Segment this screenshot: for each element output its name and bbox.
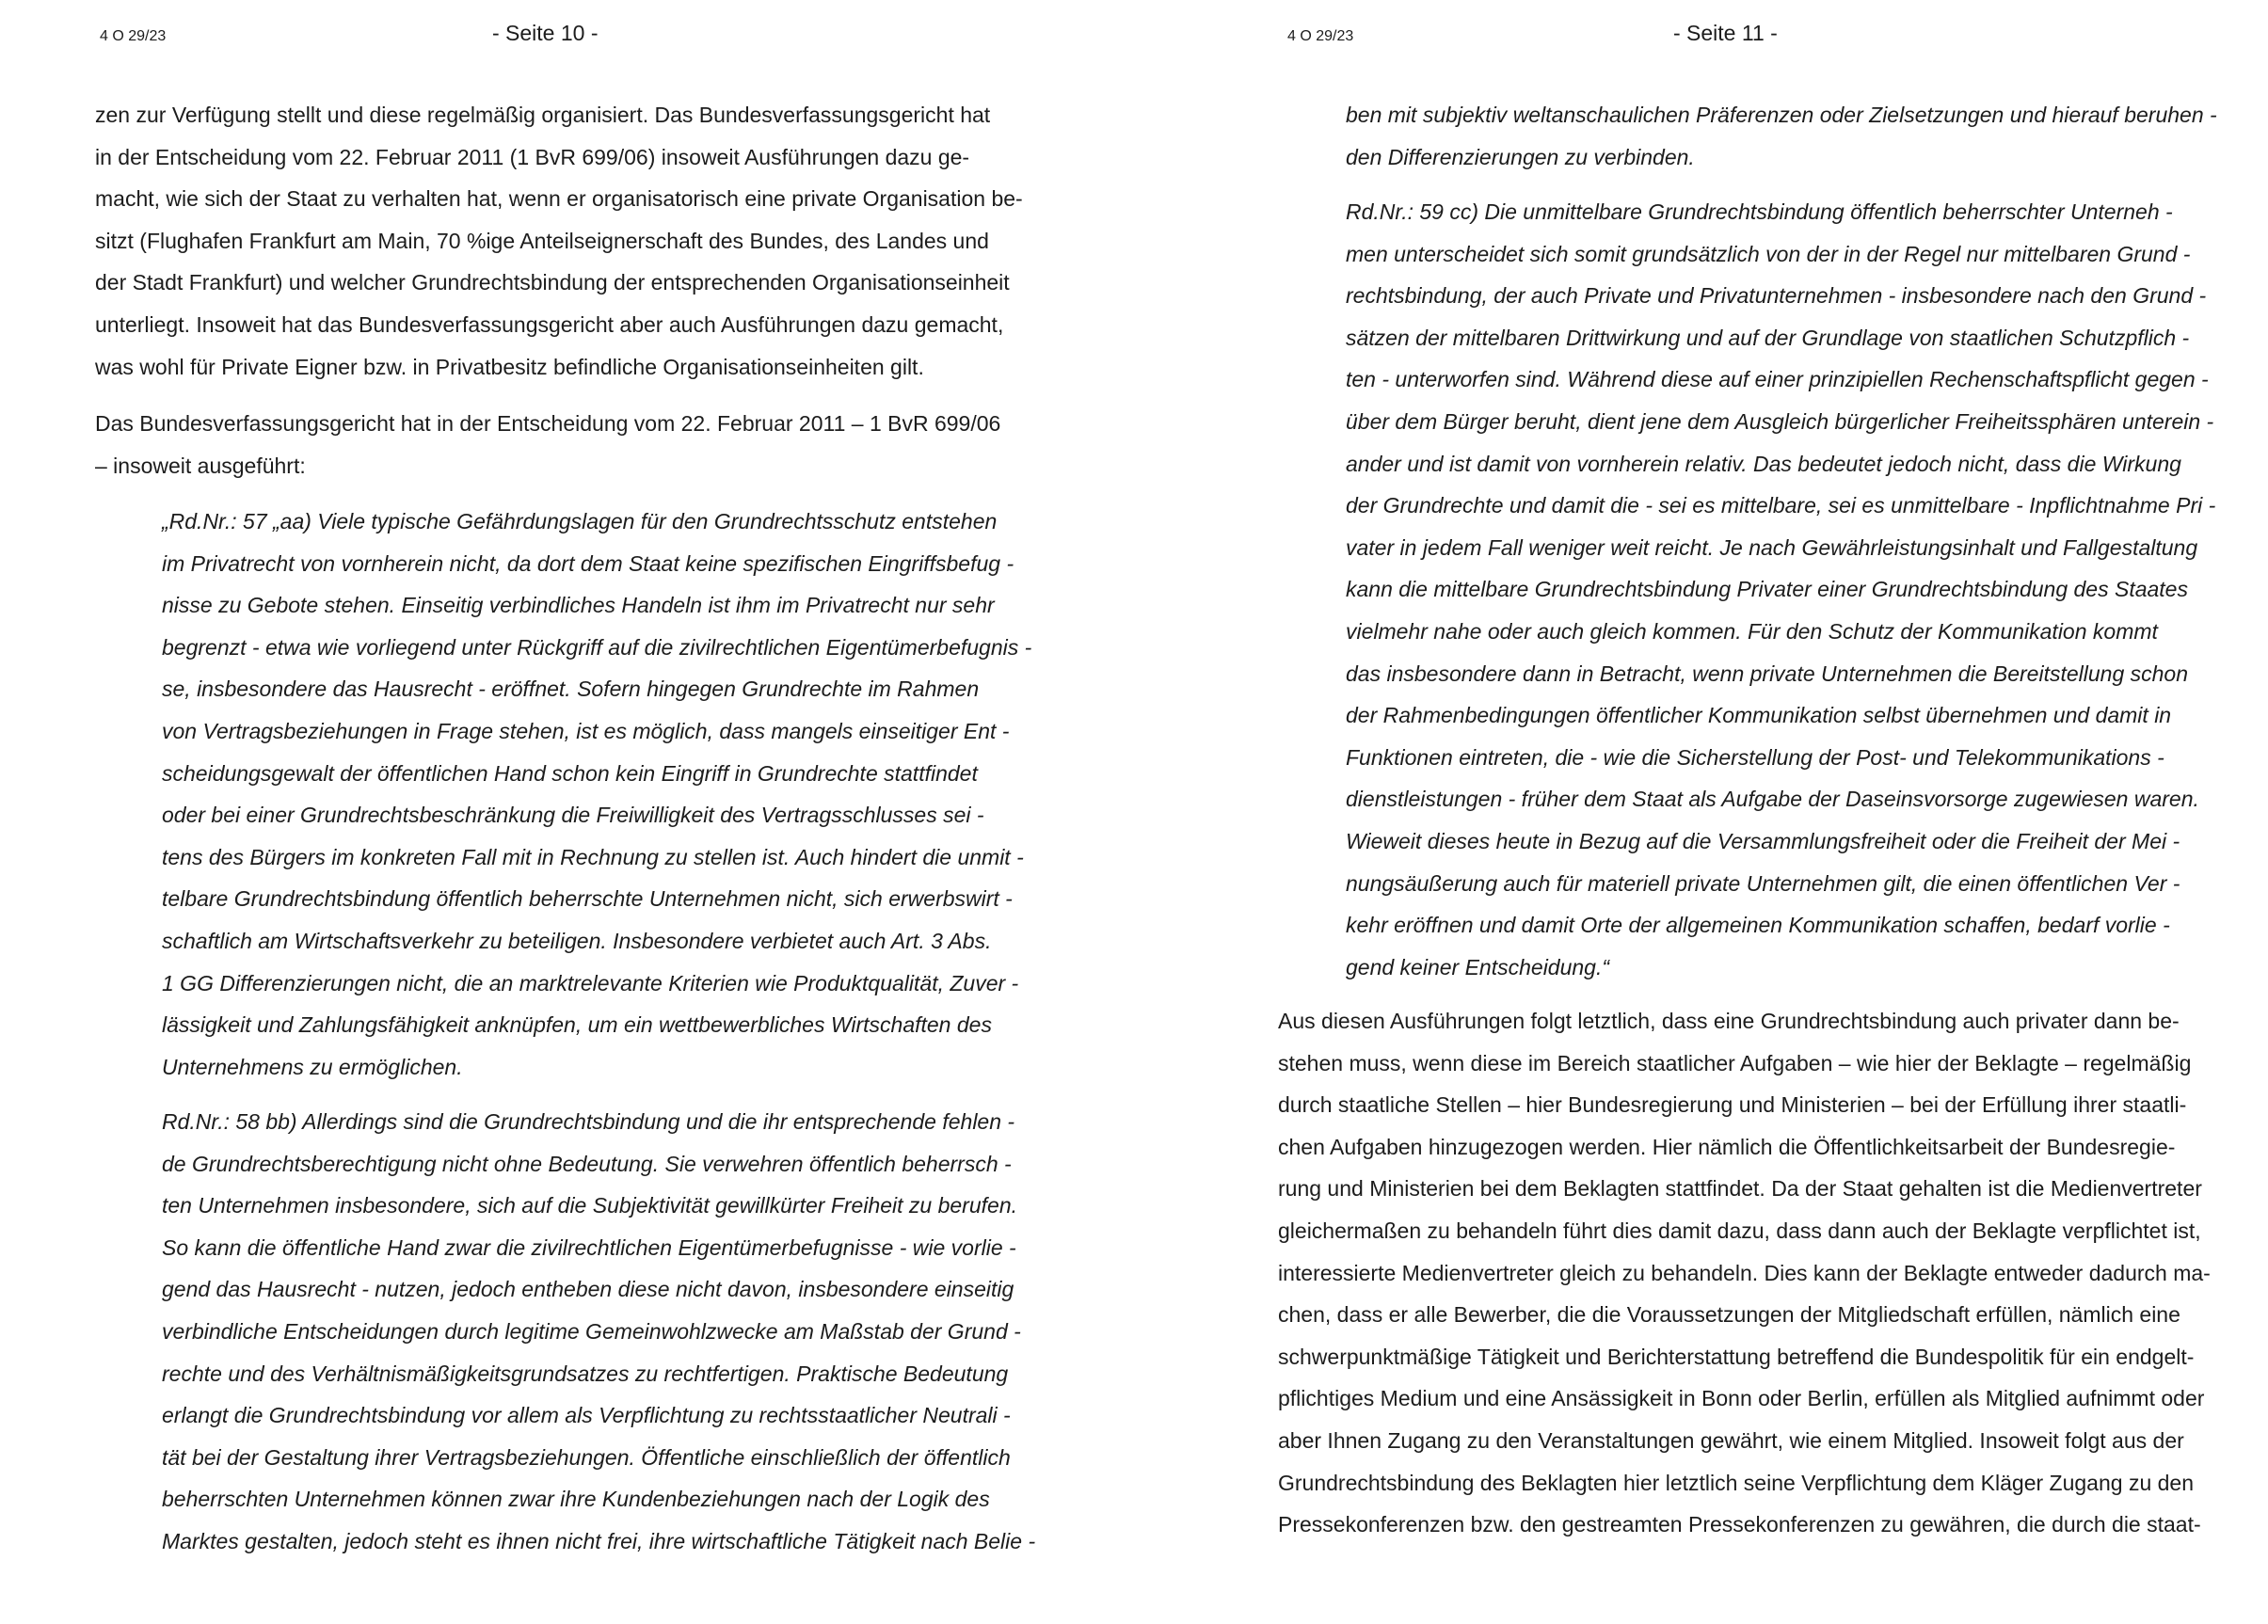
- text-line: – insoweit ausgeführt:: [95, 453, 306, 478]
- quote-line: im Privatrecht von vornherein nicht, da dort dem Staat keine spezifischen Eingriffsbefug -: [162, 550, 1014, 576]
- quote-line: se, insbesondere das Hausrecht - eröffnet. Sofern hingegen Grundrechte im Rahmen: [162, 677, 980, 702]
- text-line: Aus diesen Ausführungen folgt letztlich, dass eine Grundrechtsbindung auch privater dann be-: [1278, 1009, 2180, 1033]
- text-line: pflichtiges Medium und eine Ansässigkeit in Bonn oder Berlin, erfüllen als Mitglied aufnimmt oder: [1278, 1386, 2205, 1411]
- quote-line: gend keiner Entscheidung.“: [1346, 954, 1610, 979]
- text-line: in der Entscheidung vom 22. Februar 2011 (1 BvR 699/06) insoweit Ausführungen dazu ge-: [95, 144, 970, 169]
- quote-line: 1 GG Differenzierungen nicht, die an marktrelevante Kriterien wie Produktqualität, Zuver -: [162, 970, 1019, 995]
- quote-line: oder bei einer Grundrechtsbeschränkung die Freiwilligkeit des Vertragsschlusses sei -: [162, 803, 984, 828]
- quote-line: begrenzt - etwa wie vorliegend unter Rückgriff auf die zivilrechtlichen Eigentümerbefugnis -: [162, 634, 1032, 660]
- quote-line: verbindliche Entscheidungen durch legitime Gemeinwohlzwecke am Maßstab der Grund -: [162, 1318, 1021, 1344]
- page-number-header: - Seite 11 -: [1673, 21, 1778, 45]
- quote-line: dienstleistungen - früher dem Staat als Aufgabe der Daseinsvorsorge zugewiesen waren.: [1346, 787, 2199, 812]
- quote-line: gend das Hausrecht - nutzen, jedoch entheben diese nicht davon, insbesondere einseitig: [162, 1277, 1014, 1302]
- quote-line: vielmehr nahe oder auch gleich kommen. Für den Schutz der Kommunikation kommt: [1346, 618, 2158, 644]
- text-line: rung und Ministerien bei dem Beklagten stattfindet. Da der Staat gehalten ist die Medienvertreter: [1278, 1176, 2202, 1202]
- quote-line: kann die mittelbare Grundrechtsbindung Privater einer Grundrechtsbindung des Staates: [1346, 577, 2188, 602]
- file-reference: 4 O 29/23: [100, 28, 167, 44]
- quote-line: scheidungsgewalt der öffentlichen Hand schon kein Eingriff in Grundrechte stattfindet: [162, 760, 978, 786]
- text-line: gleichermaßen zu behandeln führt dies damit dazu, dass dann auch der Beklagte verpflichtet ist,: [1278, 1218, 2201, 1243]
- text-line: der Stadt Frankfurt) und welcher Grundrechtsbindung der entsprechenden Organisationseinheit: [95, 270, 1010, 295]
- quote-line: Rd.Nr.: 59 cc) Die unmittelbare Grundrechtsbindung öffentlich beherrschter Unterneh -: [1346, 199, 2173, 224]
- quote-line: schaftlich am Wirtschaftsverkehr zu beteiligen. Insbesondere verbietet auch Art. 3 Abs.: [162, 928, 992, 953]
- quote-line: lässigkeit und Zahlungsfähigkeit anknüpfen, um ein wettbewerbliches Wirtschaften des: [162, 1012, 992, 1038]
- text-line: Das Bundesverfassungsgericht hat in der Entscheidung vom 22. Februar 2011 – 1 BvR 699/06: [95, 411, 1001, 436]
- quote-line: über dem Bürger beruht, dient jene dem Ausgleich bürgerlicher Freiheitssphären unterein -: [1346, 408, 2214, 434]
- quote-line: sätzen der mittelbaren Drittwirkung und auf der Grundlage von staatlichen Schutzpflich -: [1346, 325, 2190, 350]
- file-reference: 4 O 29/23: [1287, 28, 1354, 44]
- text-line: stehen muss, wenn diese im Bereich staatlicher Aufgaben – wie hier der Beklagte – regelmäßig: [1278, 1050, 2192, 1075]
- text-line: chen, dass er alle Bewerber, die die Voraussetzungen der Mitgliedschaft erfüllen, nämlich eine: [1278, 1302, 2180, 1328]
- body-paragraph: [95, 94, 1023, 388]
- quote-line: ander und ist damit von vornherein relativ. Das bedeutet jedoch nicht, dass die Wirkung: [1346, 451, 2181, 476]
- block-quote: [1346, 94, 2217, 178]
- quote-line: Funktionen eintreten, die - wie die Sicherstellung der Post- und Telekommunikations -: [1346, 744, 2164, 770]
- quote-line: men unterscheidet sich somit grundsätzlich von der in der Regel nur mittelbaren Grund -: [1346, 241, 2191, 266]
- quote-line: Wieweit dieses heute in Bezug auf die Versammlungsfreiheit oder die Freiheit der Mei -: [1346, 828, 2180, 853]
- quote-line: kehr eröffnen und damit Orte der allgemeinen Kommunikation schaffen, bedarf vorlie -: [1346, 913, 2170, 938]
- quote-line: nungsäußerung auch für materiell private Unternehmen gilt, die einen öffentlichen Ver -: [1346, 870, 2180, 896]
- page-number-header: - Seite 10 -: [492, 21, 599, 45]
- quote-line: rechtsbindung, der auch Private und Privatunternehmen - insbesondere nach den Grund -: [1346, 283, 2207, 309]
- quote-line: nisse zu Gebote stehen. Einseitig verbindliches Handeln ist ihm im Privatrecht nur sehr: [162, 593, 995, 618]
- quote-line: tens des Bürgers im konkreten Fall mit in Rechnung zu stellen ist. Auch hindert die unmit -: [162, 844, 1024, 869]
- quote-line: erlangt die Grundrechtsbindung vor allem als Verpflichtung zu rechtsstaatlicher Neutrali -: [162, 1403, 1011, 1428]
- quote-line: Rd.Nr.: 58 bb) Allerdings sind die Grundrechtsbindung und die ihr entsprechende fehlen -: [162, 1109, 1015, 1134]
- text-line: was wohl für Private Eigner bzw. in Privatbesitz befindliche Organisationseinheiten gilt.: [95, 354, 924, 379]
- quote-line: von Vertragsbeziehungen in Frage stehen, ist es möglich, dass mangels einseitiger Ent -: [162, 718, 1010, 743]
- document-page-11: [1134, 0, 2268, 1624]
- quote-line: den Differenzierungen zu verbinden.: [1346, 144, 1695, 169]
- body-paragraph: [95, 403, 1000, 486]
- text-line: sitzt (Flughafen Frankfurt am Main, 70 %ige Anteilseignerschaft des Bundes, des Landes und: [95, 228, 989, 253]
- text-line: durch staatliche Stellen – hier Bundesregierung und Ministerien – bei der Erfüllung ihrer staatli-: [1278, 1092, 2187, 1118]
- text-line: zen zur Verfügung stellt und diese regelmäßig organisiert. Das Bundesverfassungsgericht hat: [95, 103, 991, 127]
- quote-line: ben mit subjektiv weltanschaulichen Präferenzen oder Zielsetzungen und hierauf beruhen -: [1346, 103, 2217, 127]
- text-line: schwerpunktmäßige Tätigkeit und Berichterstattung betreffend die Bundespolitik für ein endgelt-: [1278, 1344, 2195, 1369]
- quote-line: das insbesondere dann in Betracht, wenn private Unternehmen die Bereitstellung schon: [1346, 661, 2189, 686]
- quote-line: telbare Grundrechtsbindung öffentlich beherrschte Unternehmen nicht, sich erwerbswirt -: [162, 886, 1013, 912]
- quote-line: beherrschten Unternehmen können zwar ihre Kundenbeziehungen nach der Logik des: [162, 1487, 990, 1512]
- text-line: Pressekonferenzen bzw. den gestreamten Pressekonferenzen zu gewähren, die durch die staat-: [1278, 1512, 2201, 1537]
- text-line: interessierte Medienvertreter gleich zu behandeln. Dies kann der Beklagte entweder dadurch ma-: [1278, 1260, 2211, 1285]
- text-line: unterliegt. Insoweit hat das Bundesverfassungsgericht aber auch Ausführungen dazu gemacht,: [95, 311, 1004, 337]
- quote-line: der Rahmenbedingungen öffentlicher Kommunikation selbst übernehmen und damit in: [1346, 703, 2172, 728]
- quote-line: ten - unterworfen sind. Während diese auf einer prinzipiellen Rechenschaftspflicht gegen -: [1346, 367, 2209, 392]
- quote-line: der Grundrechte und damit die - sei es mittelbare, sei es unmittelbare - Inpflichtnahme Pri -: [1346, 493, 2216, 518]
- quote-line: Unternehmens zu ermöglichen.: [162, 1054, 463, 1079]
- quote-line: tät bei der Gestaltung ihrer Vertragsbeziehungen. Öffentliche einschließlich der öffentlich: [162, 1444, 1011, 1470]
- block-quote: [162, 501, 1031, 1088]
- text-line: Grundrechtsbindung des Beklagten hier letztlich seine Verpflichtung dem Kläger Zugang zu den: [1278, 1470, 2194, 1495]
- text-line: aber Ihnen Zugang zu den Veranstaltungen gewährt, wie einem Mitglied. Insoweit folgt aus der: [1278, 1427, 2184, 1453]
- quote-line: Marktes gestalten, jedoch steht es ihnen nicht frei, ihre wirtschaftliche Tätigkeit nach Belie -: [162, 1528, 1036, 1553]
- quote-line: rechte und des Verhältnismäßigkeitsgrundsatzes zu rechtfertigen. Praktische Bedeutung: [162, 1361, 1009, 1386]
- block-quote: [162, 1101, 1035, 1563]
- quote-line: So kann die öffentliche Hand zwar die zivilrechtlichen Eigentümerbefugnisse - wie vorlie -: [162, 1234, 1016, 1260]
- quote-line: de Grundrechtsberechtigung nicht ohne Bedeutung. Sie verwehren öffentlich beherrsch -: [162, 1151, 1012, 1176]
- text-line: macht, wie sich der Staat zu verhalten hat, wenn er organisatorisch eine private Organisation be-: [95, 186, 1023, 212]
- quote-line: ten Unternehmen insbesondere, sich auf die Subjektivität gewillkürter Freiheit zu berufen.: [162, 1193, 1017, 1218]
- quote-line: „Rd.Nr.: 57 „aa) Viele typische Gefährdungslagen für den Grundrechtsschutz entstehen: [162, 509, 998, 533]
- text-line: chen Aufgaben hinzugezogen werden. Hier nämlich die Öffentlichkeitsarbeit der Bundesregie-: [1278, 1134, 2176, 1159]
- quote-line: vater in jedem Fall weniger weit reicht. Je nach Gewährleistungsinhalt und Fallgestaltung: [1346, 534, 2198, 560]
- body-paragraph: [1278, 1000, 2211, 1546]
- block-quote: [1346, 191, 2215, 988]
